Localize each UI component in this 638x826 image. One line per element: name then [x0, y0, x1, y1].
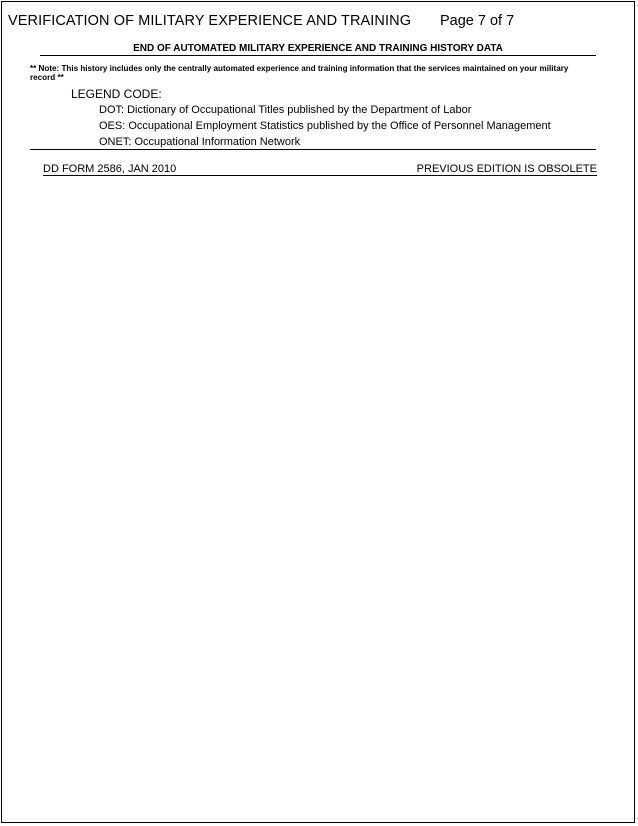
history-note: ** Note: This history includes only the centrally automated experience and training information that the services maintained on your military record **: [30, 64, 569, 82]
legend-item-dot: DOT: Dictionary of Occupational Titles published by the Department of Labor: [99, 104, 472, 116]
legend-divider: [30, 149, 596, 150]
footer-form-id: DD FORM 2586, JAN 2010: [43, 163, 177, 175]
form-title: VERIFICATION OF MILITARY EXPERIENCE AND TRAINING: [8, 13, 412, 29]
end-of-data-heading: END OF AUTOMATED MILITARY EXPERIENCE AND TRAINING HISTORY DATA: [40, 43, 596, 56]
footer-rule: [43, 175, 597, 176]
footer-edition-note: PREVIOUS EDITION IS OBSOLETE: [416, 163, 597, 175]
legend-item-oes: OES: Occupational Employment Statistics published by the Office of Personnel Management: [99, 120, 551, 132]
legend-item-onet: ONET: Occupational Information Network: [99, 136, 301, 148]
legend-title: LEGEND CODE:: [71, 87, 162, 101]
page-number: Page 7 of 7: [440, 13, 515, 29]
